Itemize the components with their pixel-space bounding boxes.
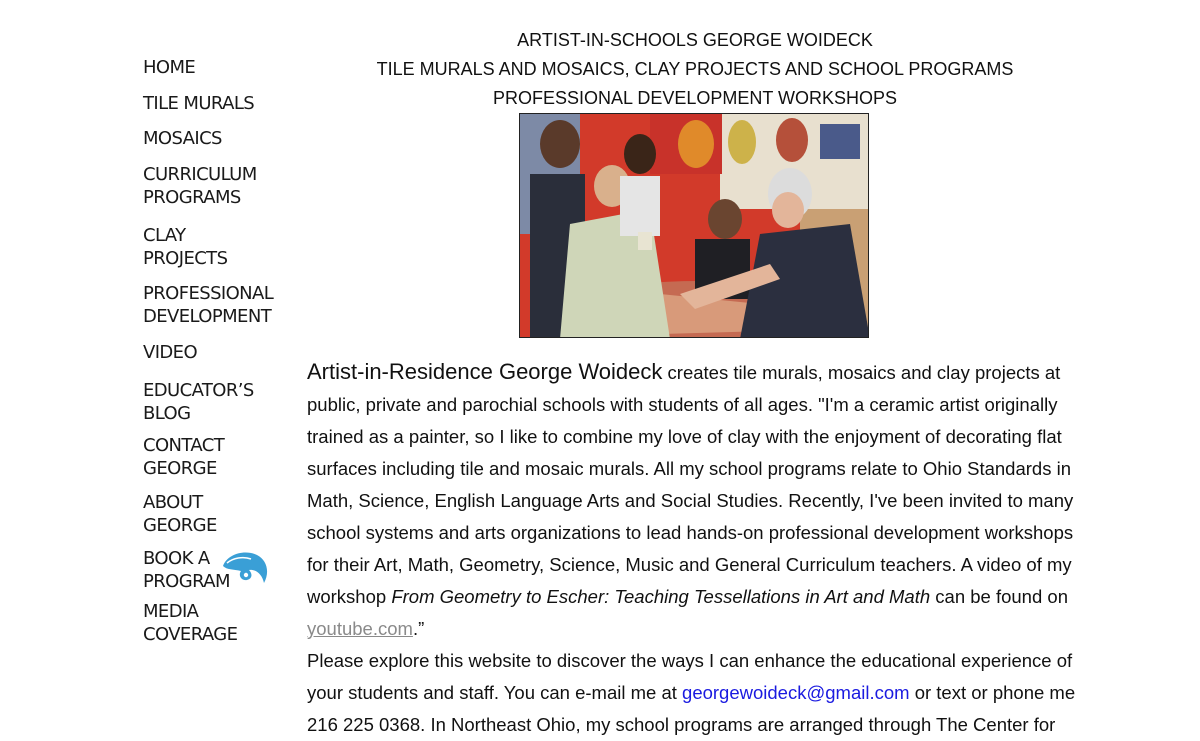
nav-educators-blog[interactable] <box>143 379 254 425</box>
wave-swirl-icon[interactable] <box>219 550 271 590</box>
nav-contact-label-1: CONTACT <box>143 435 225 456</box>
nav-book-label-1: BOOK A <box>143 548 210 569</box>
explore-paragraph <box>307 645 1087 741</box>
nav-professional-development[interactable] <box>143 282 273 328</box>
nav-video-label: VIDEO <box>143 342 198 363</box>
intro-text-part-1: creates tile murals, mosaics and clay projects at public, private and parochial schools with students of all ages. "I'm a ceramic artist originally trained as a painter, so I like to combine my love of clay with the enjoyment of decorating flat surfaces including tile and mosaic murals. All my school programs relate to Ohio Standards in Math, Science, English Language Arts and Social Studies. Recently, I've been invited to many school systems and arts organizations to lead hands-on professional development workshops for their Art, Math, Geometry, Science, Music and General Curriculum teachers. A video of my workshop <box>307 362 1074 607</box>
nav-contact-label-2: GEORGE <box>143 458 217 479</box>
nav-about-label-2: GEORGE <box>143 515 217 536</box>
intro-paragraph <box>307 356 1087 645</box>
header-line-3: PROFESSIONAL DEVELOPMENT WORKSHOPS <box>492 88 898 108</box>
nav-media-label-1: MEDIA <box>143 601 199 622</box>
nav-professional-label-1: PROFESSIONAL <box>143 283 274 304</box>
nav-book-label-2: PROGRAM <box>143 571 230 592</box>
nav-about-label-1: ABOUT <box>143 492 203 513</box>
nav-tile-murals[interactable] <box>143 92 254 115</box>
intro-text-part-3: .” <box>412 618 425 639</box>
explore-text-part-1: Please explore this website to discover the ways I can enhance the educational experience of your students and staff. You can e-mail me at <box>307 650 1073 703</box>
classroom-photo-image <box>520 114 869 338</box>
hero-photo <box>519 113 869 338</box>
nav-media-label-2: COVERAGE <box>143 624 238 645</box>
nav-clay-label-2: PROJECTS <box>143 248 228 269</box>
nav-home[interactable] <box>143 56 195 79</box>
nav-clay-projects[interactable] <box>143 224 227 270</box>
email-link[interactable]: georgewoideck@gmail.com <box>682 682 910 703</box>
nav-mosaics-label: MOSAICS <box>143 128 222 149</box>
header-line-2: TILE MURALS AND MOSAICS, CLAY PROJECTS AND SCHOOL PROGRAMS <box>376 59 1014 79</box>
nav-blog-label-1: EDUCATOR’S <box>143 380 254 401</box>
nav-book-a-program[interactable] <box>143 547 230 593</box>
sidebar-nav <box>0 0 300 740</box>
nav-mosaics[interactable] <box>143 127 222 150</box>
page-header <box>305 26 1085 113</box>
youtube-link[interactable]: youtube.com <box>307 618 413 639</box>
header-line-1: ARTIST-IN-SCHOOLS GEORGE WOIDECK <box>517 30 873 50</box>
nav-home-label: HOME <box>143 57 196 78</box>
nav-curriculum-programs[interactable] <box>143 163 257 209</box>
nav-video[interactable] <box>143 341 197 364</box>
nav-blog-label-2: BLOG <box>143 403 191 424</box>
nav-curriculum-label-1: CURRICULUM <box>143 164 257 185</box>
nav-contact-george[interactable] <box>143 434 224 480</box>
nav-tile-murals-label: TILE MURALS <box>143 93 255 114</box>
nav-professional-label-2: DEVELOPMENT <box>143 306 272 327</box>
intro-text <box>307 356 1087 741</box>
nav-media-coverage[interactable] <box>143 600 237 646</box>
explore-text-part-2: or text or phone me 216 225 0368. In Northeast Ohio, my school programs are arranged through The Center for <box>307 682 1076 735</box>
intro-text-part-2: can be found on <box>930 586 1068 607</box>
workshop-title: From Geometry to Escher: Teaching Tessellations in Art and Math <box>391 586 931 607</box>
nav-clay-label-1: CLAY <box>143 225 186 246</box>
lead-name: Artist-in-Residence George Woideck <box>307 359 663 384</box>
nav-about-george[interactable] <box>143 491 217 537</box>
nav-curriculum-label-2: PROGRAMS <box>143 187 241 208</box>
